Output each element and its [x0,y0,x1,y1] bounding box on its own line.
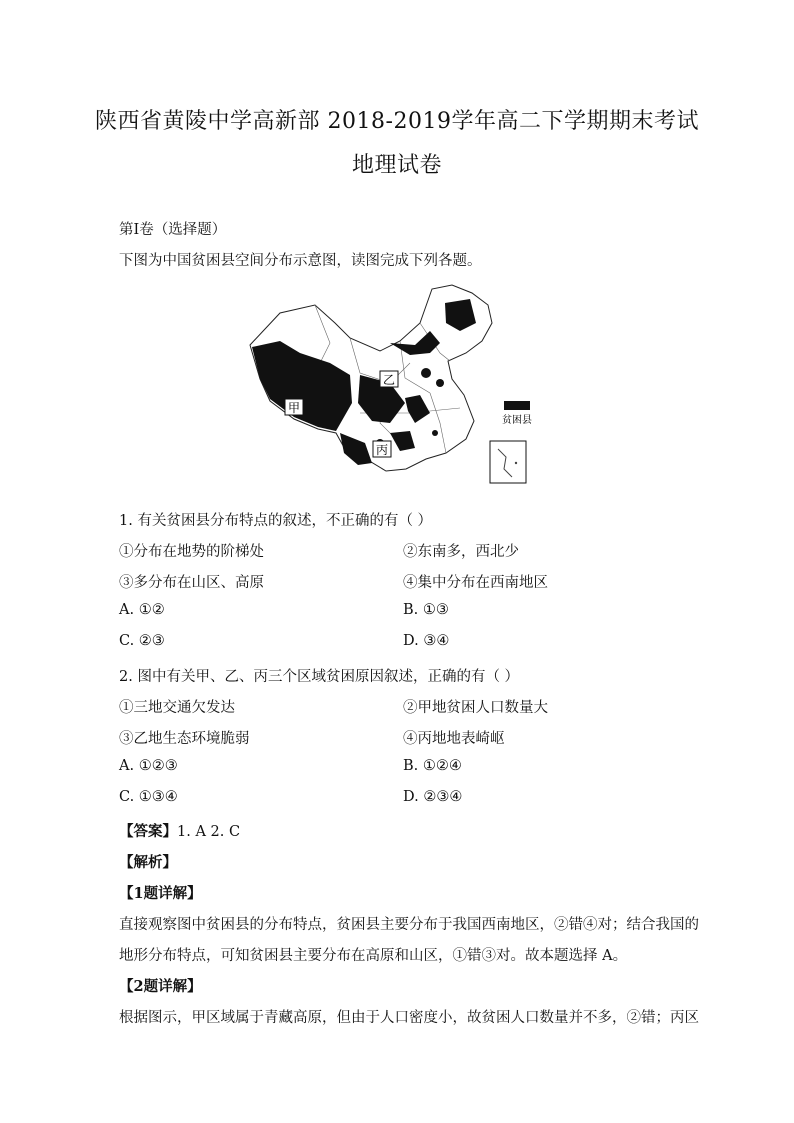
south-sea-inset [490,441,526,483]
svg-text:甲: 甲 [287,401,301,415]
analysis-heading: 【解析】 [119,854,177,871]
document-subtitle: 地理试卷 [351,153,442,178]
q2-choice-c: C. ①③④ [119,789,178,805]
q2-statement-2: ②甲地贫困人口数量大 [403,700,548,716]
q2-choice-b: B. ①②④ [403,758,462,774]
q1-stem: 1. 有关贫困县分布特点的叙述，不正确的有（ ） [119,513,433,529]
q1-statement-3: ③多分布在山区、高原 [119,575,264,591]
q1-choice-c: C. ②③ [119,633,165,649]
q2-stem: 2. 图中有关甲、乙、丙三个区域贫困原因叙述，正确的有（ ） [119,669,520,685]
q1-choice-a: A. ①② [119,602,165,618]
intro-text: 下图为中国贫困县空间分布示意图，读图完成下列各题。 [119,253,482,269]
detail-1-line-1: 直接观察图中贫困县的分布特点，贫困县主要分布于我国西南地区，②错④对；结合我国的 [119,917,699,933]
q2-statement-3: ③乙地生态环境脆弱 [119,731,250,747]
china-poverty-map [240,283,540,493]
q2-statement-1: ①三地交通欠发达 [119,700,235,716]
q1-statement-4: ④集中分布在西南地区 [403,575,548,591]
q2-choice-d: D. ②③④ [403,789,463,805]
q1-choice-b: B. ①③ [403,602,449,618]
answer-text: 1. A 2. C [177,824,241,840]
document-title: 陕西省黄陵中学高新部 2018-2019学年高二下学期期末考试 [95,109,699,134]
q2-choice-a: A. ①②③ [119,758,178,774]
detail-1-line-2: 地形分布特点，可知贫困县主要分布在高原和山区，①错③对。故本题选择 A。 [119,948,628,964]
region-label-jia [285,399,303,415]
detail-1-heading: 【1题详解】 [119,885,202,902]
legend-label: 贫困县 [502,415,532,426]
q1-choice-d: D. ③④ [403,633,450,649]
map-legend [502,401,532,426]
detail-2-line-1: 根据图示，甲区域属于青藏高原，但由于人口密度小，故贫困人口数量并不多，②错；丙区 [119,1010,699,1026]
q2-statement-4: ④丙地地表崎岖 [403,731,505,747]
q1-statement-2: ②东南多，西北少 [403,544,519,560]
q1-statement-1: ①分布在地势的阶梯处 [119,544,264,560]
svg-text:乙: 乙 [382,373,396,387]
region-label-bing [373,441,391,457]
svg-text:丙: 丙 [375,443,389,457]
answer-line [119,820,240,841]
detail-2-heading: 【2题详解】 [119,978,202,995]
region-label-yi [380,371,398,387]
answer-tag: 【答案】 [119,823,177,840]
section-heading: 第Ⅰ卷（选择题） [119,222,227,238]
